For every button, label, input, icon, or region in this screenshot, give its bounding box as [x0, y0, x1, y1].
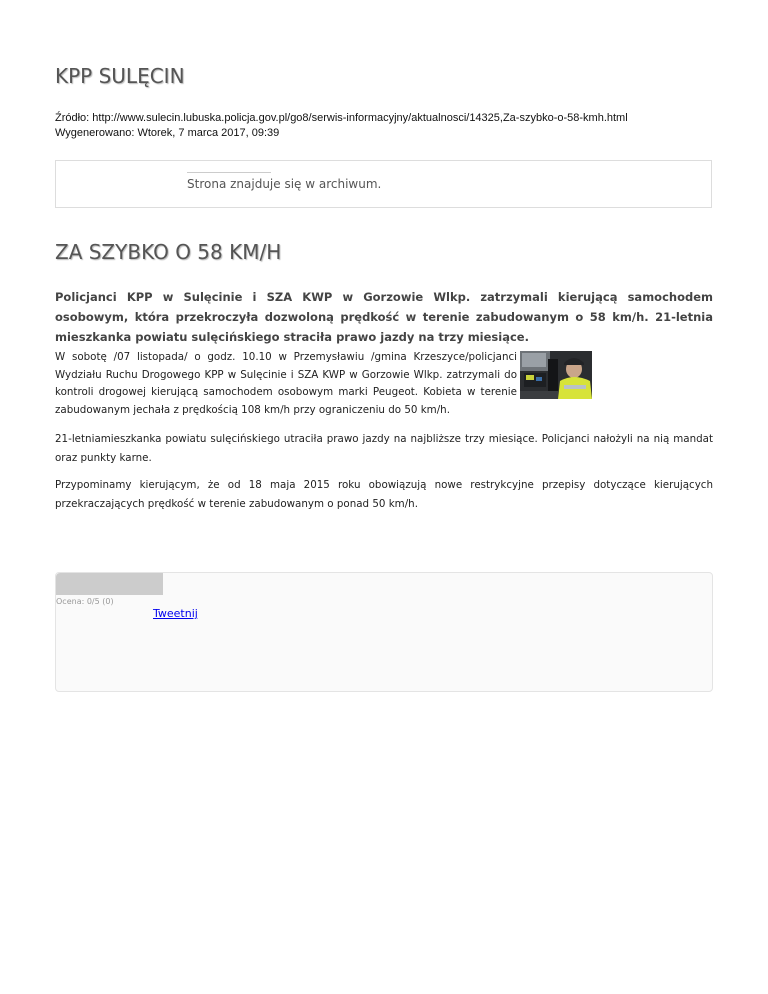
article-photo	[520, 351, 592, 399]
article-paragraph-2: 21-letniamieszkanka powiatu sulęcińskiego utraciła prawo jazdy na najbliższe trzy miesiące. Policjanci nałożyli na nią mandat oraz punkty karne.	[55, 433, 713, 464]
document-meta	[55, 111, 628, 141]
tweet-link[interactable]: Tweetnij	[153, 607, 198, 620]
article-title: ZA SZYBKO O 58 KM/H	[55, 240, 282, 264]
archive-notice-text: Strona znajduje się w archiwum.	[187, 177, 382, 191]
police-officer-photo	[520, 351, 592, 399]
generated-line: Wygenerowano: Wtorek, 7 marca 2017, 09:39	[55, 127, 280, 139]
rating-text: Ocena: 0/5 (0)	[56, 597, 114, 606]
archive-notice-box	[55, 160, 712, 208]
rating-share-panel	[55, 572, 713, 692]
article-paragraph-3: Przypominamy kierującym, że od 18 maja 2015 roku obowiązują nowe restrykcyjne przepisy dotyczące kierujących przekraczających prędkość w terenie zabudowanym o ponad 50 km/h.	[55, 479, 713, 510]
rating-stars-bar[interactable]	[56, 573, 163, 595]
article-paragraph-1: W sobotę /07 listopada/ o godz. 10.10 w Przemysławiu /gmina Krzeszyce/policjanci Wydziału Ruchu Drogowego KPP w Sulęcinie i SZA KWP w Gorzowie Wlkp. zatrzymali do kontroli drogowej kierującą samochodem osobowym marki Peugeot. Kobieta w terenie zabudowanym jechała z prędkością 108 km/h przy ograniczeniu do 50 km/h.	[55, 351, 517, 416]
article-lead: Policjanci KPP w Sulęcinie i SZA KWP w Gorzowie Wlkp. zatrzymali kierującą samochodem osobowym, która przekroczyła dozwoloną prędkość w terenie zabudowanym o 58 km/h. 21-letnia mieszkanka powiatu sulęcińskiego straciła prawo jazdy na trzy miesiące.	[55, 290, 713, 344]
source-line: Źródło: http://www.sulecin.lubuska.policja.gov.pl/go8/serwis-informacyjny/aktualnosci/14325,Za-szybko-o-58-kmh.html	[55, 112, 628, 124]
site-title: KPP SULĘCIN	[55, 64, 185, 88]
archive-divider	[187, 172, 271, 173]
